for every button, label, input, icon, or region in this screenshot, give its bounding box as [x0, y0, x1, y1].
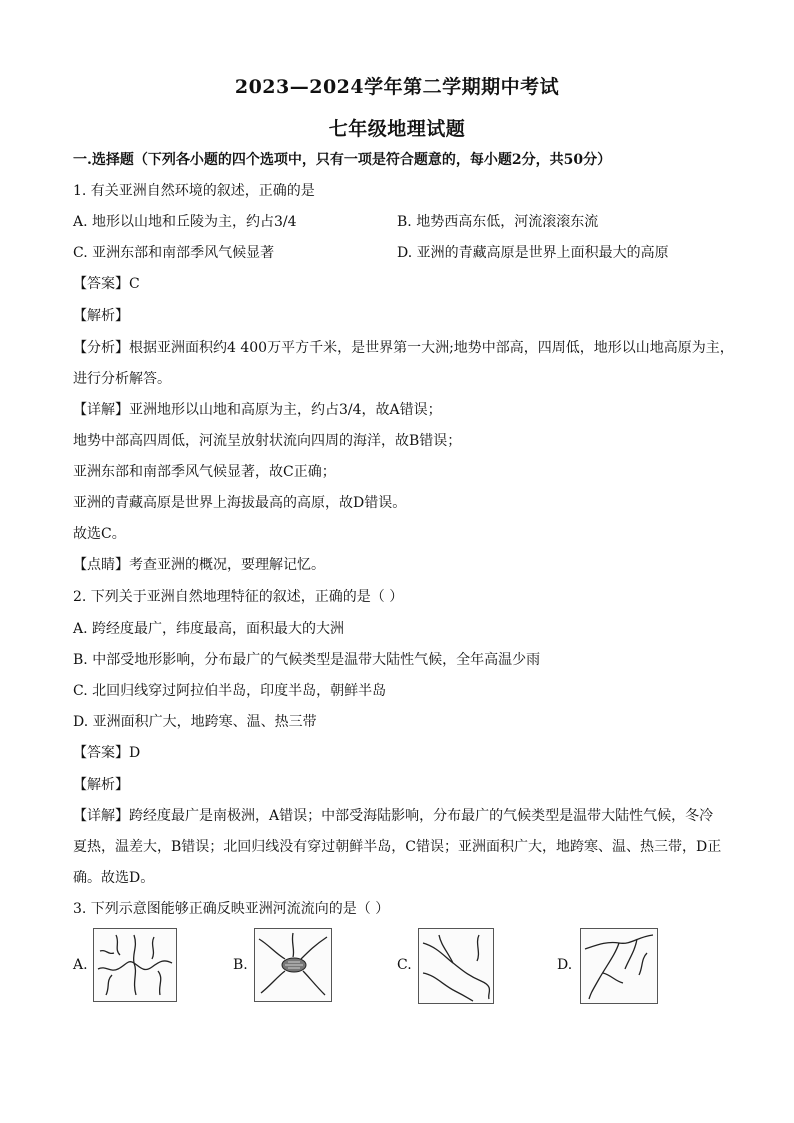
- q2-option-d: D. 亚洲面积广大，地跨寒、温、热三带: [73, 714, 317, 730]
- q1-dianjing: 【点睛】考查亚洲的概况，要理解记忆。: [73, 557, 325, 573]
- q1-option-c: C. 亚洲东部和南部季风气候显著: [73, 245, 275, 261]
- river-map-c: [419, 929, 493, 1003]
- q2-option-a: A. 跨经度最广，纬度最高，面积最大的大洲: [73, 621, 345, 637]
- q2-stem: 2. 下列关于亚洲自然地理特征的叙述，正确的是（ ）: [73, 589, 404, 605]
- q1-detail-line4: 亚洲的青藏高原是世界上海拔最高的高原，故D错误。: [73, 495, 407, 511]
- q3-figure-d: [580, 928, 658, 1004]
- q1-option-b: B. 地势西高东低，河流滚滚东流: [397, 214, 599, 230]
- q3-figure-c: [418, 928, 494, 1004]
- river-map-b: [255, 929, 331, 1001]
- exam-subtitle: 七年级地理试题: [328, 118, 466, 140]
- q2-analysis-label: 【解析】: [73, 777, 129, 793]
- q1-detail-line3: 亚洲东部和南部季风气候显著，故C正确；: [73, 464, 336, 480]
- q2-detail-line2: 夏热，温差大，B错误；北回归线没有穿过朝鲜半岛，C错误；亚洲面积广大，地跨寒、温、热三带，D正: [73, 839, 722, 855]
- q2-answer: 【答案】D: [73, 745, 141, 761]
- q1-analysis-label: 【解析】: [73, 308, 129, 324]
- q1-detail-line2: 地势中部高四周低，河流呈放射状流向四周的海洋，故B错误；: [73, 433, 462, 449]
- q2-option-b: B. 中部受地形影响，分布最广的气候类型是温带大陆性气候，全年高温少雨: [73, 652, 541, 668]
- q1-option-d: D. 亚洲的青藏高原是世界上面积最大的高原: [397, 245, 669, 261]
- q1-fenxi-line1: 【分析】根据亚洲面积约4 400万平方千米，是世界第一大洲;地势中部高，四周低，地形以山地高原为主，: [73, 340, 734, 356]
- q3-label-b: B.: [233, 957, 248, 973]
- q3-stem: 3. 下列示意图能够正确反映亚洲河流流向的是（ ）: [73, 901, 390, 917]
- section-header: 一.选择题（下列各小题的四个选项中，只有一项是符合题意的，每小题2分，共50分）: [73, 152, 612, 168]
- q3-figure-a: [93, 928, 177, 1002]
- river-map-d: [581, 929, 657, 1003]
- q1-answer: 【答案】C: [73, 276, 140, 292]
- q3-label-a: A.: [73, 957, 88, 973]
- q2-detail-line1: 【详解】跨经度最广是南极洲，A错误；中部受海陆影响，分布最广的气候类型是温带大陆性气候，冬冷: [73, 808, 714, 824]
- q2-detail-line3: 确。故选D。: [73, 870, 155, 886]
- q1-detail-line1: 【详解】亚洲地形以山地和高原为主，约占3/4，故A错误；: [73, 402, 442, 418]
- q1-fenxi-line2: 进行分析解答。: [73, 371, 171, 387]
- q3-label-c: C.: [397, 957, 412, 973]
- river-map-a: [94, 929, 176, 1001]
- q3-figure-b: [254, 928, 332, 1002]
- q1-detail-line5: 故选C。: [73, 526, 126, 542]
- q2-option-c: C. 北回归线穿过阿拉伯半岛，印度半岛，朝鲜半岛: [73, 683, 387, 699]
- exam-title: 2023—2024学年第二学期期中考试: [234, 76, 560, 98]
- q1-option-a: A. 地形以山地和丘陵为主，约占3/4: [73, 214, 297, 230]
- q3-label-d: D.: [557, 957, 573, 973]
- q1-stem: 1. 有关亚洲自然环境的叙述，正确的是: [73, 183, 315, 199]
